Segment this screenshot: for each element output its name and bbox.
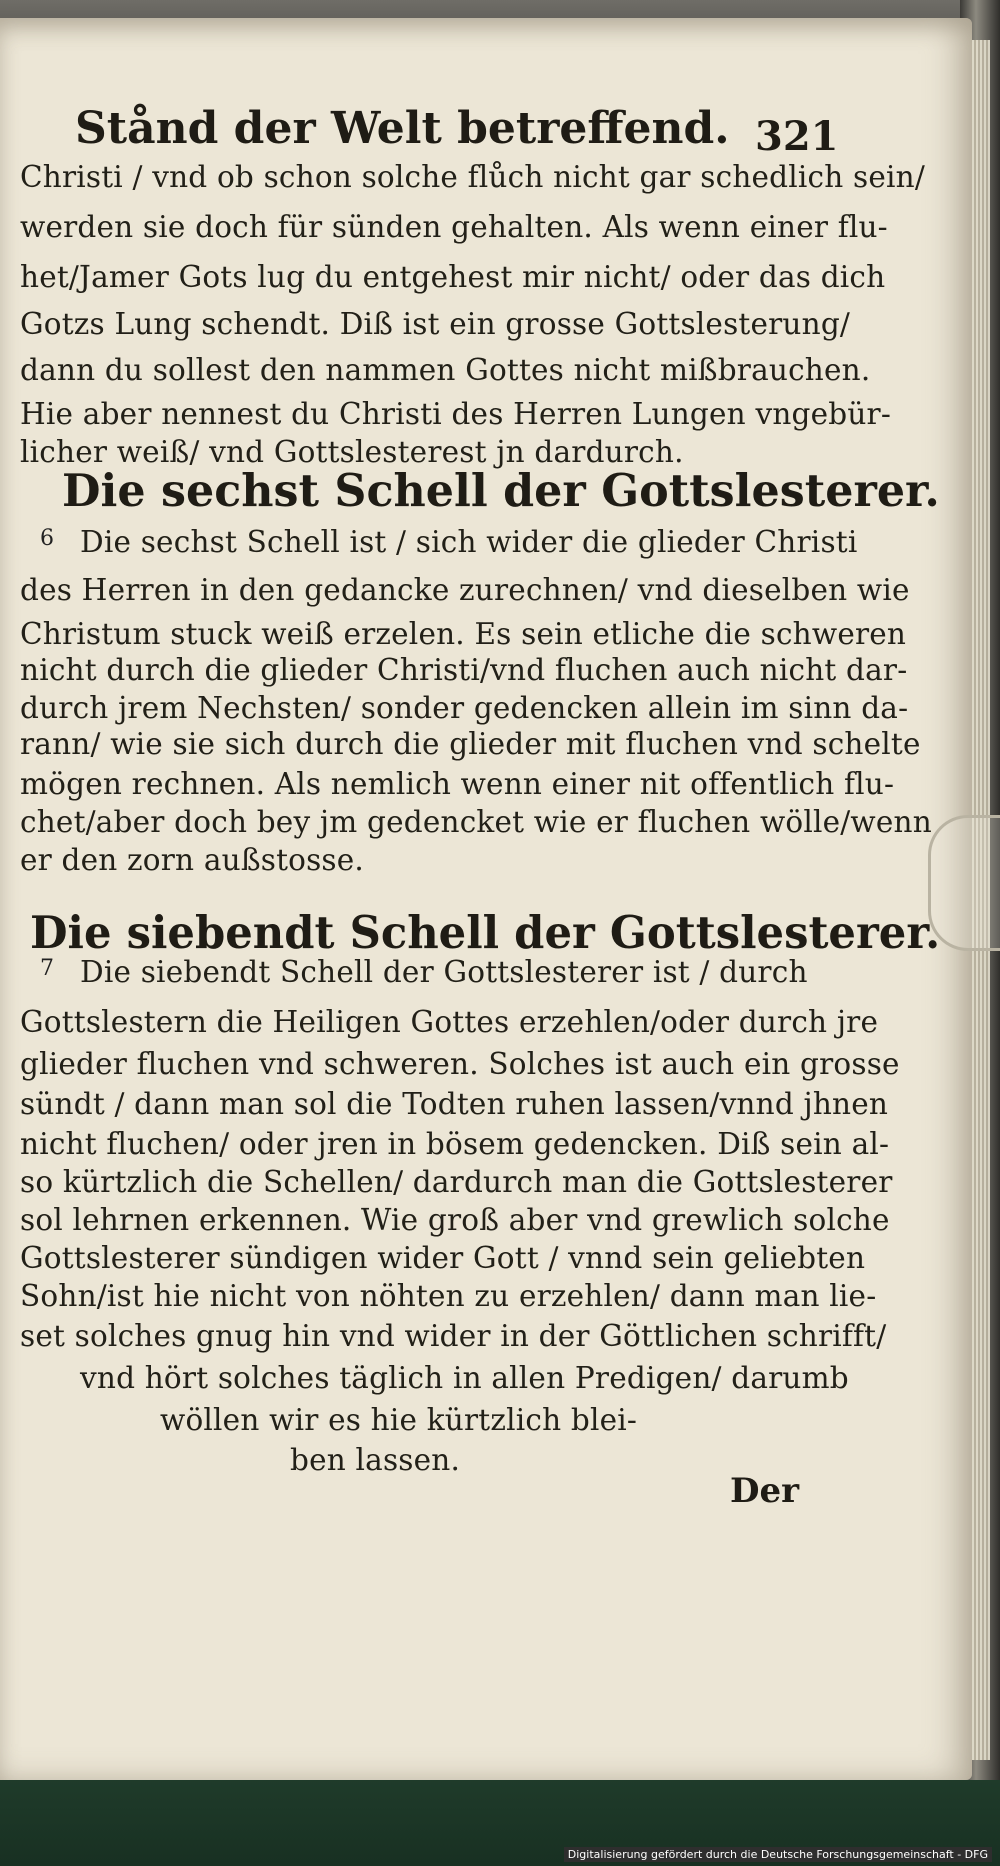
- catchword: Der: [730, 1471, 800, 1511]
- book-page: [0, 18, 972, 1780]
- text-line: Die siebendt Schell der Gottslesterer ist / durch: [80, 955, 808, 989]
- scanner-bed: [0, 1780, 1000, 1866]
- text-line: sol lehrnen erkennen. Wie groß aber vnd grewlich solche: [20, 1203, 890, 1237]
- text-line: het/Jamer Gots lug du entgehest mir nicht/ oder das dich: [20, 260, 886, 294]
- text-line: chet/aber doch bey jm gedencket wie er fluchen wölle/wenn: [20, 805, 932, 839]
- section-number-6: 6: [40, 526, 54, 551]
- text-line: rann/ wie sie sich durch die glieder mit fluchen vnd schelte: [20, 727, 921, 761]
- text-line: vnd hört solches täglich in allen Predigen/ darumb: [80, 1361, 849, 1395]
- text-line: ben lassen.: [290, 1443, 461, 1477]
- page-number: 321: [755, 113, 839, 160]
- text-line: nicht durch die glieder Christi/vnd fluchen auch nicht dar-: [20, 653, 908, 687]
- text-line: mögen rechnen. Als nemlich wenn einer nit offentlich flu-: [20, 767, 895, 801]
- text-line: so kürtzlich die Schellen/ dardurch man die Gottslesterer: [20, 1165, 893, 1199]
- text-line: Gotzs Lung schendt. Diß ist ein grosse Gottslesterung/: [20, 307, 851, 341]
- text-line: glieder fluchen vnd schweren. Solches ist auch ein grosse: [20, 1047, 900, 1081]
- text-line: durch jrem Nechsten/ sonder gedencken allein im sinn da-: [20, 691, 909, 725]
- text-line: set solches gnug hin vnd wider in der Göttlichen schrifft/: [20, 1319, 887, 1353]
- text-line: Gottslestern die Heiligen Gottes erzehlen/oder durch jre: [20, 1005, 879, 1039]
- section-heading-6: Die sechst Schell der Gottslesterer.: [62, 464, 940, 517]
- text-line: dann du sollest den nammen Gottes nicht mißbrauchen.: [20, 353, 871, 387]
- text-line: Christi / vnd ob schon solche flůch nicht gar schedlich sein/: [20, 160, 925, 194]
- digitization-credit: Digitalisierung gefördert durch die Deutsche Forschungsgemeinschaft - DFG: [564, 1847, 992, 1862]
- text-line: licher weiß/ vnd Gottslesterest jn dardurch.: [20, 435, 684, 469]
- text-line: wöllen wir es hie kürtzlich blei-: [160, 1403, 638, 1437]
- text-line: nicht fluchen/ oder jren in bösem gedencken. Diß sein al-: [20, 1127, 890, 1161]
- text-line: Sohn/ist hie nicht von nöhten zu erzehlen/ dann man lie-: [20, 1279, 877, 1313]
- text-line: Gottslesterer sündigen wider Gott / vnnd sein geliebten: [20, 1241, 866, 1275]
- section-number-7: 7: [40, 956, 54, 981]
- running-head: Stånd der Welt betreffend.: [75, 103, 730, 154]
- text-line: des Herren in den gedancke zurechnen/ vnd dieselben wie: [20, 573, 910, 607]
- text-line: Hie aber nennest du Christi des Herren Lungen vngebür-: [20, 397, 892, 431]
- text-line: werden sie doch für sünden gehalten. Als wenn einer flu-: [20, 210, 888, 244]
- text-line: Christum stuck weiß erzelen. Es sein etliche die schweren: [20, 617, 907, 651]
- book-clasp: [928, 815, 1000, 951]
- text-line: Die sechst Schell ist / sich wider die glieder Christi: [80, 525, 858, 559]
- text-line: er den zorn außstosse.: [20, 843, 364, 877]
- section-heading-7: Die siebendt Schell der Gottslesterer.: [30, 906, 941, 959]
- text-line: sündt / dann man sol die Todten ruhen lassen/vnnd jhnen: [20, 1087, 889, 1121]
